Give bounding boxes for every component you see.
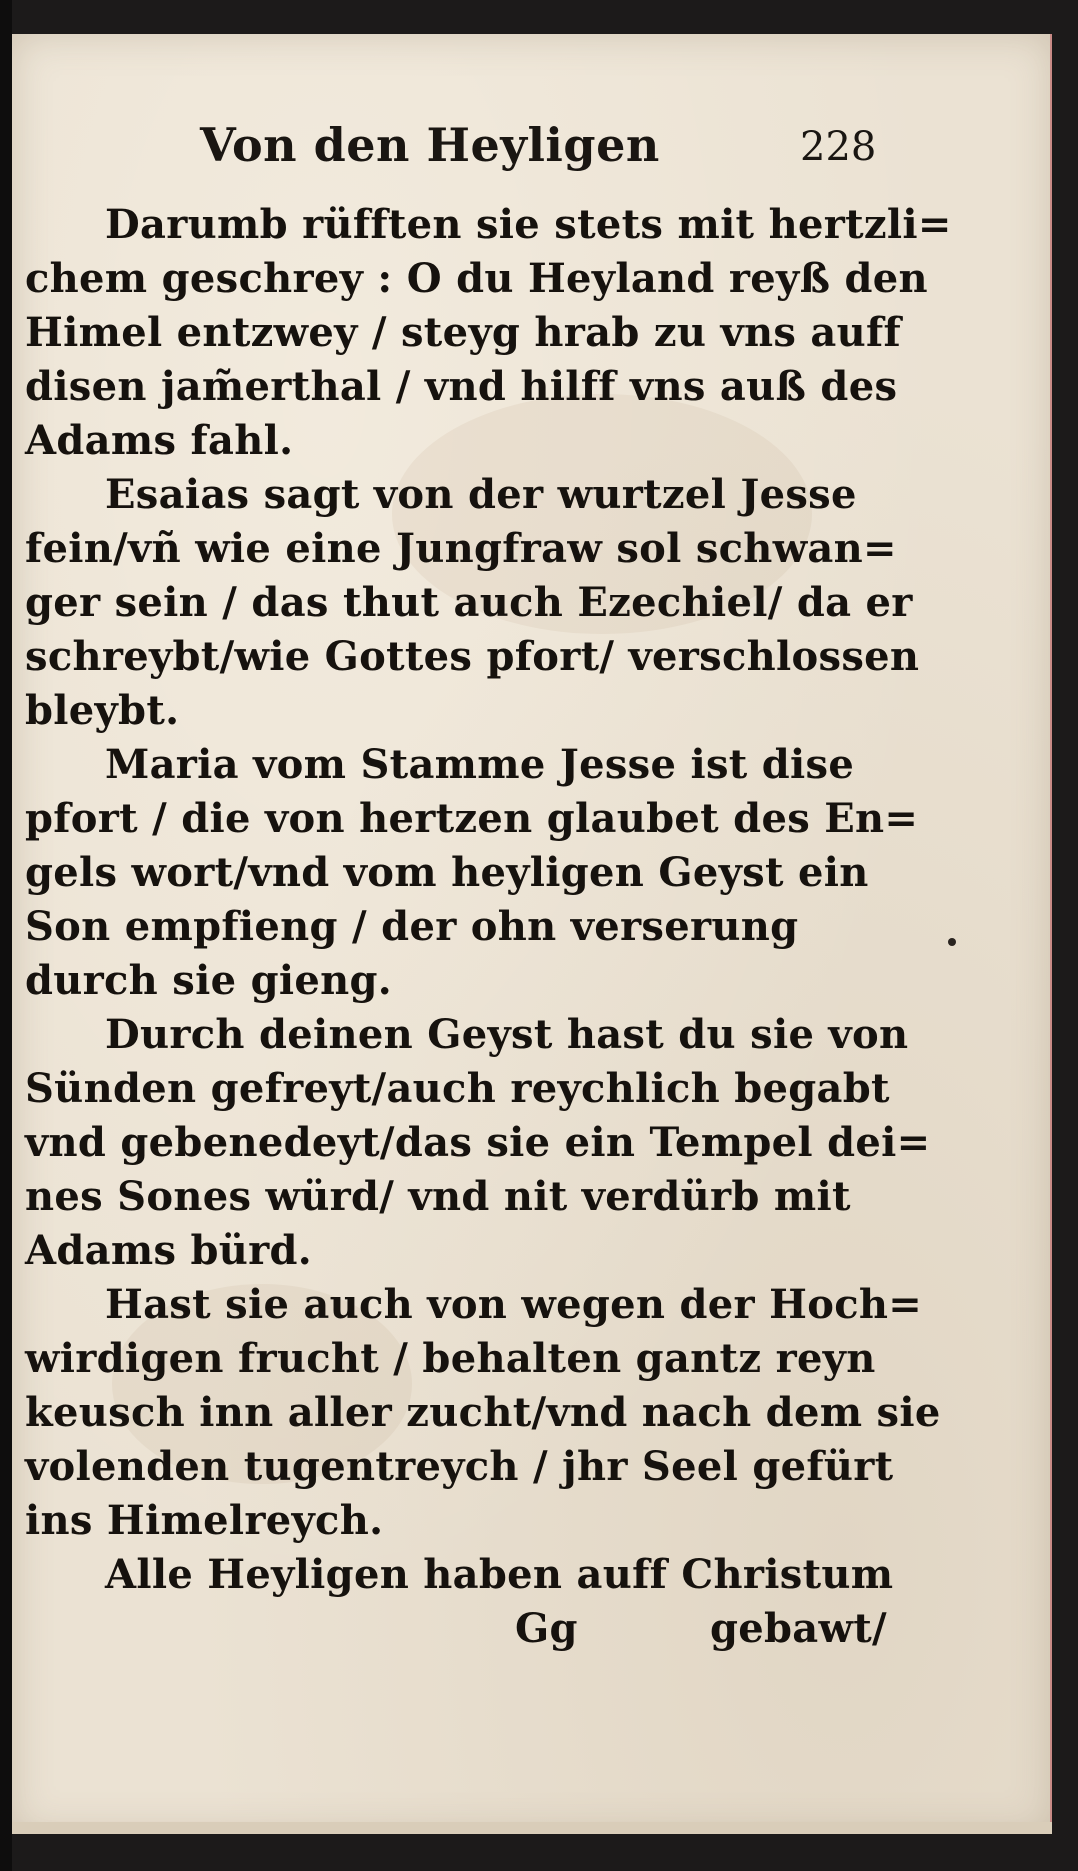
text-line: Esaias sagt von der wurtzel Jesse [105, 471, 857, 518]
body-text [25, 198, 952, 1656]
catchword: gebawt/ [710, 1605, 887, 1652]
page-number: 228 [800, 124, 877, 170]
signature-mark: Gg [515, 1605, 578, 1652]
footer-line [25, 1602, 905, 1656]
text-line: chem geschrey : O du Heyland reyß den [25, 255, 928, 302]
margin-mark [948, 938, 956, 946]
text-line: fein/vñ wie eine Jungfraw sol schwan= [25, 525, 897, 572]
text-line: Maria vom Stamme Jesse ist dise [105, 741, 855, 788]
page-edge-rule [1050, 34, 1052, 1834]
text-line: schreybt/wie Gottes pfort/ verschlossen [25, 633, 920, 680]
text-line: ger sein / das thut auch Ezechiel/ da er [25, 579, 913, 626]
text-line: ins Himelreych. [25, 1497, 384, 1544]
text-line: Adams bürd. [25, 1227, 313, 1274]
text-line: Sünden gefreyt/auch reychlich begabt [25, 1065, 890, 1112]
text-line: Adams fahl. [25, 417, 294, 464]
text-line: nes Sones würd/ vnd nit verdürb mit [25, 1173, 851, 1220]
text-line: Son empfieng / der ohn verserung [25, 903, 799, 950]
running-title: Von den Heyligen [200, 118, 660, 172]
text-line: durch sie gieng. [25, 957, 392, 1004]
text-line: Hast sie auch von wegen der Hoch= [105, 1281, 923, 1328]
text-line: keusch inn aller zucht/vnd nach dem sie [25, 1389, 941, 1436]
text-line: vnd gebenedeyt/das sie ein Tempel dei= [25, 1119, 931, 1166]
text-line: gels wort/vnd vom heyligen Geyst ein [25, 849, 869, 896]
page-bottom-edge [12, 1822, 1052, 1834]
text-line: pfort / die von hertzen glaubet des En= [25, 795, 919, 842]
text-line: Himel entzwey / steyg hrab zu vns auff [25, 309, 902, 356]
text-line: disen jam̃erthal / vnd hilff vns auß des [25, 363, 898, 410]
text-line: volenden tugentreych / jhr Seel gefürt [25, 1443, 894, 1490]
page-header [200, 118, 900, 188]
text-line: Durch deinen Geyst hast du sie von [105, 1011, 909, 1058]
text-line: Darumb rüfften sie stets mit hertzli= [105, 201, 952, 248]
text-line: wirdigen frucht / behalten gantz reyn [25, 1335, 876, 1382]
text-line: Alle Heyligen haben auff Christum [105, 1551, 894, 1598]
scan-background-edge [0, 0, 12, 1871]
text-line: bleybt. [25, 687, 180, 734]
